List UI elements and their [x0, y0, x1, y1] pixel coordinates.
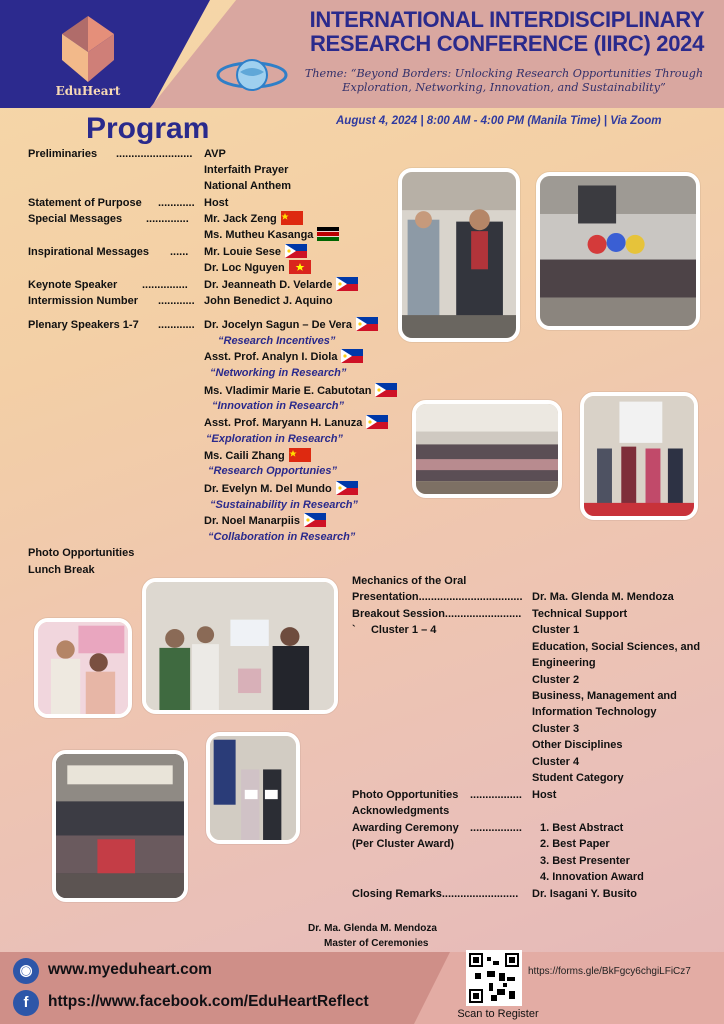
special-speaker-1: Mr. Jack Zeng [204, 211, 303, 227]
philippines-flag-icon [356, 317, 378, 331]
cluster-4: Cluster 4 [532, 756, 580, 768]
plenary-speaker-4: Asst. Prof. Maryann H. Lanuza [204, 415, 388, 431]
plenary-talk-3: “Innovation in Research” [212, 400, 345, 412]
keynote-speaker: Dr. Jeanneath D. Velarde [204, 277, 358, 293]
globe-web-icon: ◉ [13, 958, 39, 984]
philippines-flag-icon [341, 349, 363, 363]
leader-dots: ............ [158, 319, 195, 331]
kenya-flag-icon [317, 227, 339, 241]
cluster-2-desc-1: Business, Management and [532, 690, 677, 702]
plenary-talk-7: “Collaboration in Research” [208, 531, 356, 543]
clusters-label: ` Cluster 1 – 4 [352, 624, 437, 636]
conference-theme [288, 67, 720, 95]
mechanics-label: Mechanics of the Oral [352, 575, 467, 587]
plenary-speaker-3: Ms. Vladimir Marie E. Cabutotan [204, 383, 397, 399]
leader-dots: ...... [170, 246, 189, 258]
closing-label: Closing Remarks......................... [352, 888, 519, 900]
event-date: August 4, 2024 | 8:00 AM - 4:00 PM (Manila Time) | Via Zoom [336, 115, 662, 127]
award-4: 4. Innovation Award [540, 871, 644, 883]
plenary-speaker-6: Dr. Evelyn M. Del Mundo [204, 481, 358, 497]
title-line-1: INTERNATIONAL INTERDISCIPLINARY [309, 7, 705, 32]
china-flag-icon [281, 211, 303, 225]
per-cluster-label: (Per Cluster Award) [352, 838, 455, 850]
prelim-avp: AVP [204, 148, 226, 160]
intermission-label: Intermission Number [28, 295, 139, 307]
leader-dots: ................. [470, 822, 522, 834]
philippines-flag-icon [304, 513, 326, 527]
inspirational-speaker-1: Mr. Louie Sese [204, 244, 307, 260]
photo-group-hall [536, 172, 700, 330]
special-speaker-2: Ms. Mutheu Kasanga [204, 227, 339, 243]
pm-photo-ops-label: Photo Opportunities [352, 789, 459, 801]
special-label: Special Messages [28, 213, 123, 225]
breakout-support: Technical Support [532, 608, 628, 620]
cluster-2-desc-2: Information Technology [532, 706, 657, 718]
registration-form-link[interactable]: https://forms.gle/BkFgcy6chgiLFiCz7 [528, 966, 691, 977]
title-line-2: RESEARCH CONFERENCE (IIRC) 2024 [309, 31, 705, 56]
philippines-flag-icon [285, 244, 307, 258]
keynote-label: Keynote Speaker [28, 279, 118, 291]
presentation-presenter: Dr. Ma. Glenda M. Mendoza [532, 591, 674, 603]
china-flag-icon [289, 448, 311, 462]
cluster-1-desc-2: Engineering [532, 657, 596, 669]
plenary-label: Plenary Speakers 1-7 [28, 319, 139, 331]
prelim-prayer: Interfaith Prayer [204, 164, 289, 176]
photo-ballroom-group [52, 750, 188, 902]
lunch-label: Lunch Break [28, 564, 95, 576]
plenary-talk-6: “Sustainability in Research” [210, 499, 358, 511]
mc-name: Dr. Ma. Glenda M. Mendoza [308, 923, 437, 934]
leader-dots: .............. [146, 213, 189, 225]
cluster-3-desc: Other Disciplines [532, 739, 623, 751]
intermission-performer: John Benedict J. Aquino [204, 295, 333, 307]
program-heading: Program [86, 112, 210, 145]
plenary-speaker-5: Ms. Caili Zhang [204, 448, 311, 464]
photo-speakers-duo [398, 168, 520, 342]
plenary-speaker-7: Dr. Noel Manarpiis [204, 513, 326, 529]
closing-speaker: Dr. Isagani Y. Busito [532, 888, 637, 900]
award-3: 3. Best Presenter [540, 855, 630, 867]
cluster-1: Cluster 1 [532, 624, 580, 636]
philippines-flag-icon [366, 415, 388, 429]
brand-name: EduHeart [55, 84, 121, 98]
website-link[interactable]: www.myeduheart.com [48, 961, 212, 978]
facebook-link[interactable]: https://www.facebook.com/EduHeartReflect [48, 993, 369, 1010]
conference-title [292, 8, 722, 56]
theme-line-2: Exploration, Networking, Innovation, and Sustainability” [342, 81, 666, 94]
leader-dots: ............... [142, 279, 188, 291]
inspirational-label: Inspirational Messages [28, 246, 150, 258]
pm-photo-ops-host: Host [532, 789, 557, 801]
prelim-label: Preliminaries [28, 148, 98, 160]
award-2: 2. Best Paper [540, 838, 610, 850]
cluster-2: Cluster 2 [532, 674, 580, 686]
leader-dots: ......................... [116, 148, 193, 160]
award-1: 1. Best Abstract [540, 822, 624, 834]
cluster-3: Cluster 3 [532, 723, 580, 735]
inspirational-speaker-2: Dr. Loc Nguyen [204, 260, 311, 276]
qr-code[interactable] [466, 950, 522, 1006]
photo-exhibit-group [580, 392, 698, 520]
prelim-anthem: National Anthem [204, 180, 291, 192]
plenary-talk-4: “Exploration in Research” [206, 433, 343, 445]
plenary-talk-5: “Research Opportunies” [208, 465, 337, 477]
leader-dots: ................. [470, 789, 522, 801]
photo-group-room [412, 400, 562, 498]
photo-certificate-awarding [206, 732, 300, 844]
plenary-talk-1: “Research Incentives” [218, 335, 336, 347]
awarding-label: Awarding Ceremony [352, 822, 459, 834]
mc-role: Master of Ceremonies [324, 938, 429, 949]
cluster-4-desc: Student Category [532, 772, 624, 784]
photo-team-selfie [142, 578, 338, 714]
facebook-icon: f [13, 990, 39, 1016]
plenary-talk-2: “Networking in Research” [210, 367, 347, 379]
philippines-flag-icon [336, 481, 358, 495]
acknowledgments-label: Acknowledgments [352, 805, 450, 817]
leader-dots: ............ [158, 197, 195, 209]
scan-to-register: Scan to Register [457, 1008, 539, 1020]
leader-dots: ............ [158, 295, 195, 307]
plenary-speaker-2: Asst. Prof. Analyn I. Diola [204, 349, 363, 365]
philippines-flag-icon [336, 277, 358, 291]
plenary-speaker-1: Dr. Jocelyn Sagun – De Vera [204, 317, 378, 333]
theme-line-1: Theme: “Beyond Borders: Unlocking Research Opportunities Through [304, 67, 704, 80]
cluster-1-desc-1: Education, Social Sciences, and [532, 641, 701, 653]
photo-book-launching [34, 618, 132, 718]
purpose-label: Statement of Purpose [28, 197, 142, 209]
philippines-flag-icon [375, 383, 397, 397]
presentation-label: Presentation.................................. [352, 591, 523, 603]
breakout-label: Breakout Session......................... [352, 608, 522, 620]
vietnam-flag-icon [289, 260, 311, 274]
photo-ops-label: Photo Opportunities [28, 547, 135, 559]
globe-icon [214, 50, 290, 100]
purpose-host: Host [204, 197, 229, 209]
